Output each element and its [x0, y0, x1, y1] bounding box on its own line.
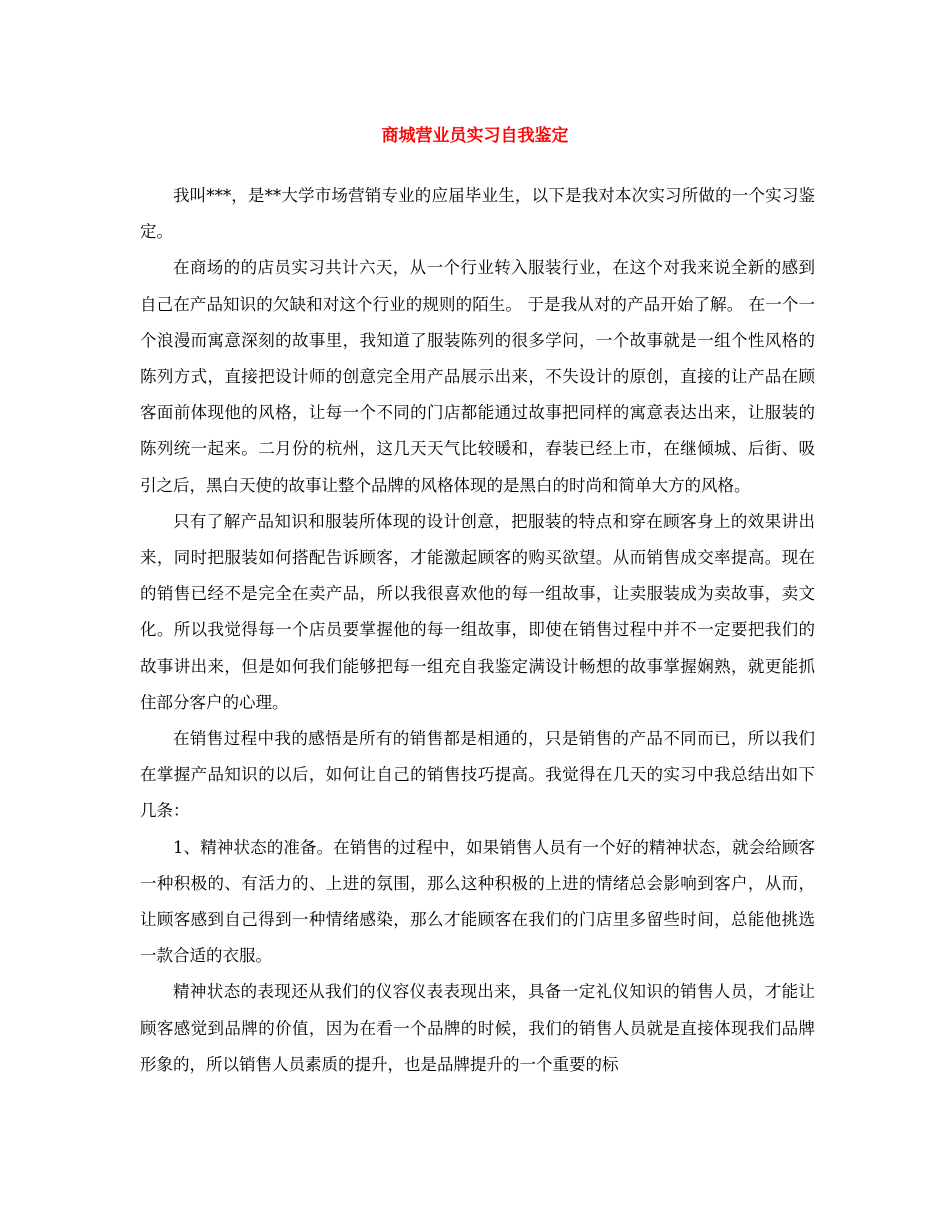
paragraph-design-creativity: 只有了解产品知识和服装所体现的设计创意，把服装的特点和穿在顾客身上的效果讲出来，同时把服装如何搭配告诉顾客，才能激起顾客的购买欲望。从而销售成交率提高。现在的销售已经不是完全在卖产品，所以我很喜欢他的每一组故事，让卖服装成为卖故事，卖文化。所以我觉得每一个店员要掌握他的每一组故事，即使在销售过程中并不一定要把我们的故事讲出来，但是如何我们能够把每一组充自我鉴定满设计畅想的故事掌握娴熟，就更能抓住部分客户的心理。 — [140, 511, 815, 712]
paragraph-sales-insight: 在销售过程中我的感悟是所有的销售都是相通的，只是销售的产品不同而已，所以我们在掌握产品知识的以后，如何让自己的销售技巧提高。我觉得在几天的实习中我总结出如下几条： — [140, 729, 815, 821]
paragraph-intro: 我叫***，是**大学市场营销专业的应届毕业生，以下是我对本次实习所做的一个实习鉴定。 — [140, 186, 815, 242]
document-title: 商城营业员实习自我鉴定 — [381, 126, 569, 146]
paragraph-point-1: 1、精神状态的准备。在销售的过程中，如果销售人员有一个好的精神状态，就会给顾客一种积极的、有活力的、上进的氛围，那么这种积极的上进的情绪总会影响到客户，从而，让顾客感到自己得到一种情绪感染，那么才能顾客在我们的门店里多留些时间，总能他挑选一款合适的衣服。 — [140, 837, 815, 966]
paragraph-appearance: 精神状态的表现还从我们的仪容仪表表现出来，具备一定礼仪知识的销售人员，才能让顾客感觉到品牌的价值，因为在看一个品牌的时候，我们的销售人员就是直接体现我们品牌形象的，所以销售人员素质的提升，也是品牌提升的一个重要的标 — [140, 982, 815, 1074]
document-body — [140, 178, 815, 1083]
paragraph-product-knowledge: 在商场的的店员实习共计六天，从一个行业转入服装行业，在这个对我来说全新的感到自己在产品知识的欠缺和对这个行业的规则的陌生。 于是我从对的产品开始了解。 在一个一个浪漫而寓意深刻的故事里，我知道了服装陈列的很多学问，一个故事就是一组个性风格的陈列方式，直接把设计师的创意完全用产品展示出来，不失设计的原创，直接的让产品在顾客面前体现他的风格，让每一个不同的门店都能通过故事把同样的寓意表达出来，让服装的陈列统一起来。二月份的杭州，这几天天气比较暖和，春装已经上市，在继倾城、后街、吸引之后，黑白天使的故事让整个品牌的风格体现的是黑白的时尚和简单大方的风格。 — [140, 258, 815, 495]
